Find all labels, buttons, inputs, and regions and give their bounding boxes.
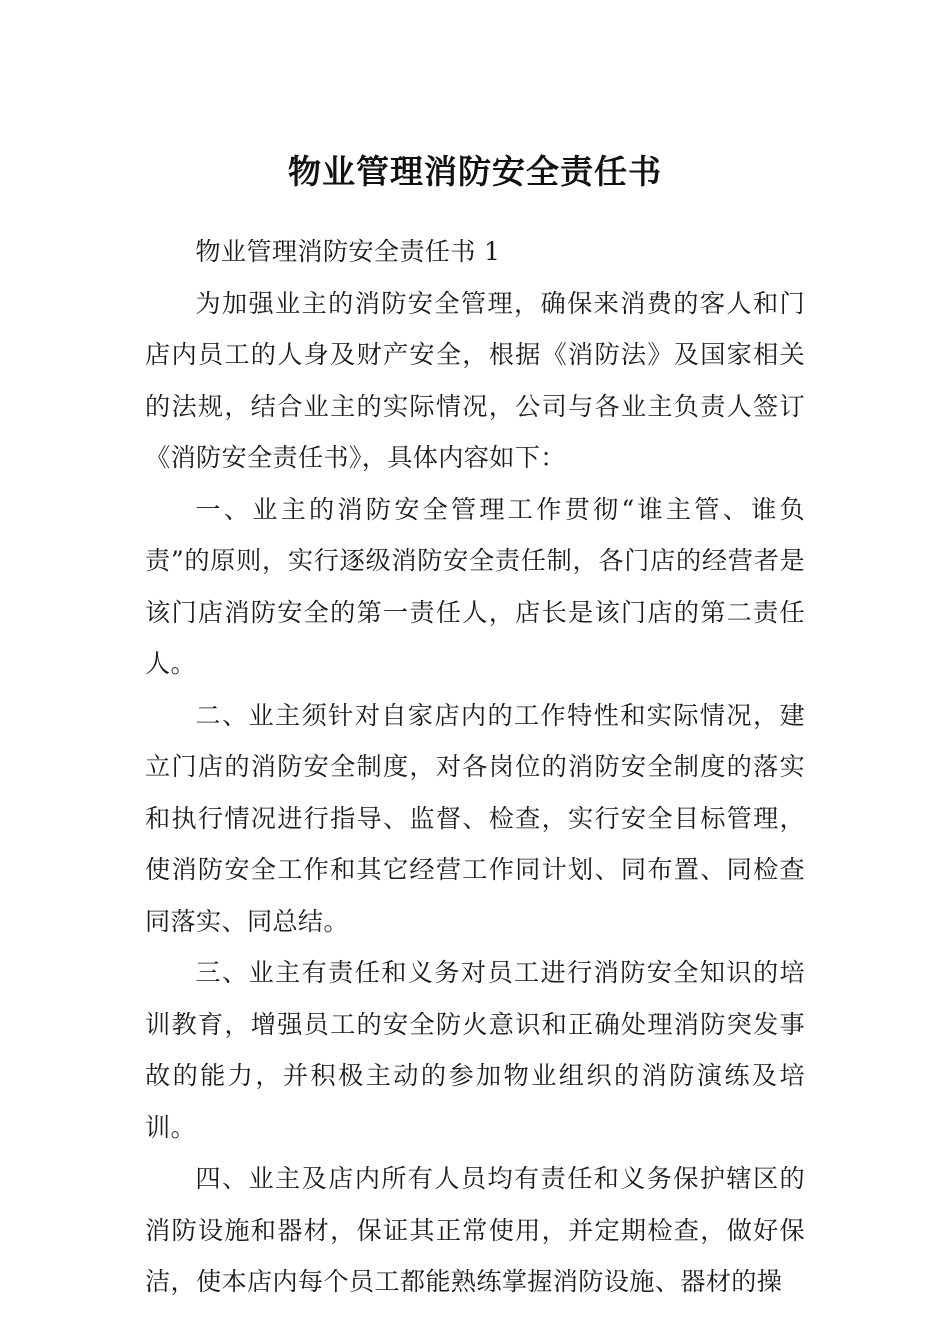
- document-body: [145, 226, 805, 1308]
- document-subtitle: 物业管理消防安全责任书 1: [195, 237, 501, 266]
- paragraph-clause-1: 一、业主的消防安全管理工作贯彻“谁主管、谁负责”的原则，实行逐级消防安全责任制，各门店的经营者是该门店消防安全的第一责任人，店长是该门店的第二责任人。: [145, 494, 805, 678]
- paragraph-clause-3: 三、业主有责任和义务对员工进行消防安全知识的培训教育，增强员工的安全防火意识和正确处理消防突发事故的能力，并积极主动的参加物业组织的消防演练及培训。: [145, 958, 805, 1142]
- paragraph-clause-2: 二、业主须针对自家店内的工作特性和实际情况，建立门店的消防安全制度，对各岗位的消防安全制度的落实和执行情况进行指导、监督、检查，实行安全目标管理，使消防安全工作和其它经营工作同计划、同布置、同检查同落实、同总结。: [145, 700, 805, 936]
- paragraph-clause-4: 四、业主及店内所有人员均有责任和义务保护辖区的消防设施和器材，保证其正常使用，并定期检查，做好保洁，使本店内每个员工都能熟练掌握消防设施、器材的操: [145, 1164, 805, 1296]
- paragraph-intro: 为加强业主的消防安全管理，确保来消费的客人和门店内员工的人身及财产安全，根据《消防法》及国家相关的法规，结合业主的实际情况，公司与各业主负责人签订《消防安全责任书》，具体内容如下：: [145, 288, 805, 472]
- document-title: 物业管理消防安全责任书: [288, 152, 662, 192]
